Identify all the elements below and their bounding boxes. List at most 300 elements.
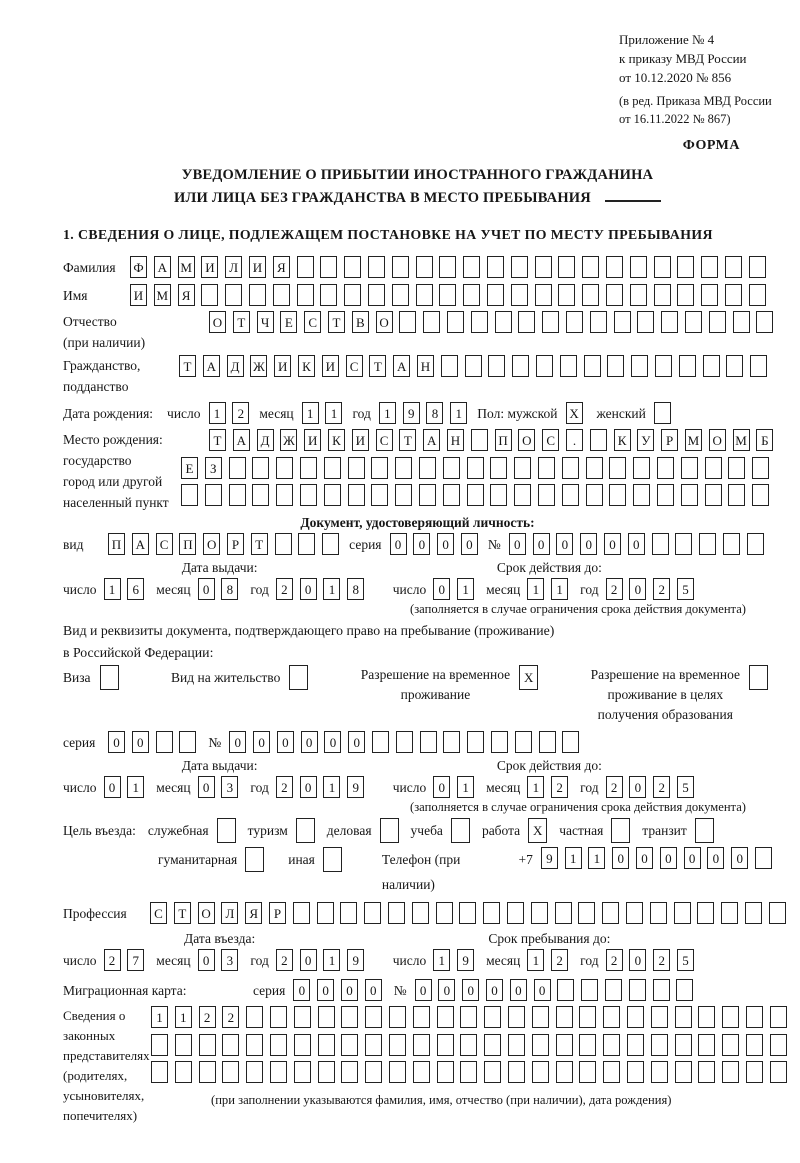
form-cell: 1 xyxy=(104,578,121,600)
form-cell xyxy=(586,457,603,479)
day-label: число xyxy=(63,582,97,597)
form-cell xyxy=(725,284,742,306)
form-cell: 1 xyxy=(433,949,450,971)
form-cell xyxy=(703,355,720,377)
form-cell: 2 xyxy=(653,776,670,798)
temp-residence-label-line1: Разрешение на временное xyxy=(360,667,511,682)
identity-doc-series-label: серия xyxy=(349,537,382,552)
patronymic-cells xyxy=(209,311,773,333)
form-cell xyxy=(467,457,484,479)
form-cell xyxy=(419,484,436,506)
form-cell xyxy=(556,1061,573,1083)
form-cell: 0 xyxy=(253,731,270,753)
form-cell xyxy=(614,311,631,333)
form-cell xyxy=(270,1061,287,1083)
form-cell xyxy=(657,457,674,479)
purpose-other-label: иная xyxy=(288,852,315,867)
form-cell: 2 xyxy=(232,402,249,424)
form-cell xyxy=(365,1034,382,1056)
form-cell: Т xyxy=(233,311,250,333)
temp-residence-option xyxy=(361,665,538,705)
form-cell: Р xyxy=(661,429,678,451)
form-cell xyxy=(289,665,308,690)
form-cell: 5 xyxy=(677,776,694,798)
purpose-option-humanitarian xyxy=(158,847,264,872)
sex-female-checkbox xyxy=(654,402,671,424)
form-cell: 0 xyxy=(413,533,430,555)
form-cell xyxy=(633,457,650,479)
residence-issue-group xyxy=(63,757,376,799)
form-cell xyxy=(579,1006,596,1028)
form-cell: 1 xyxy=(323,949,340,971)
form-cell xyxy=(770,1006,787,1028)
identity-valid-year-cells xyxy=(606,578,694,600)
form-cell: О xyxy=(198,902,215,924)
form-cell xyxy=(436,902,453,924)
purpose-study-checkbox xyxy=(451,818,470,843)
form-cell xyxy=(602,902,619,924)
representatives-label-line2: законных xyxy=(63,1028,116,1043)
form-cell xyxy=(728,484,745,506)
form-cell: Я xyxy=(178,284,195,306)
form-cell: М xyxy=(178,256,195,278)
form-cell xyxy=(348,484,365,506)
form-cell xyxy=(413,1034,430,1056)
form-cell xyxy=(769,902,786,924)
form-cell xyxy=(605,979,622,1001)
birthdate-day-cells xyxy=(209,402,250,424)
form-cell: 1 xyxy=(379,402,396,424)
representatives-row3-cells xyxy=(151,1061,787,1083)
identity-valid-day-cells xyxy=(433,578,474,600)
form-cell: 5 xyxy=(677,949,694,971)
form-cell: 2 xyxy=(276,949,293,971)
purpose-option-work xyxy=(482,818,547,843)
form-cell: А xyxy=(393,355,410,377)
residence-permit-option xyxy=(171,665,308,690)
form-cell xyxy=(175,1034,192,1056)
form-cell xyxy=(276,484,293,506)
form-cell xyxy=(681,484,698,506)
form-cell xyxy=(749,284,766,306)
year-label: год xyxy=(580,780,599,795)
form-cell xyxy=(252,484,269,506)
stay-until-head: Срок пребывания до: xyxy=(488,931,611,946)
form-cell: 1 xyxy=(457,776,474,798)
form-cell xyxy=(364,902,381,924)
form-cell: 0 xyxy=(534,979,551,1001)
form-cell: 0 xyxy=(229,731,246,753)
form-cell xyxy=(675,1061,692,1083)
form-cell xyxy=(560,355,577,377)
form-cell xyxy=(556,1006,573,1028)
form-cell: О xyxy=(209,311,226,333)
form-cell xyxy=(705,457,722,479)
form-cell xyxy=(675,1034,692,1056)
identity-issue-head: Дата выдачи: xyxy=(181,560,258,575)
form-cell: 3 xyxy=(221,949,238,971)
year-label: год xyxy=(250,780,269,795)
form-cell: 0 xyxy=(198,776,215,798)
name-label: Имя xyxy=(63,288,88,303)
form-cell: 0 xyxy=(533,533,550,555)
form-cell xyxy=(459,902,476,924)
form-cell xyxy=(217,818,236,843)
day-label: число xyxy=(392,582,427,597)
patronymic-row xyxy=(63,311,772,353)
form-cell xyxy=(395,484,412,506)
form-cell: 1 xyxy=(565,847,582,869)
form-cell: 0 xyxy=(437,533,454,555)
purpose-official-label: служебная xyxy=(147,823,209,838)
form-cell xyxy=(630,284,647,306)
entry-day-cells xyxy=(104,949,145,971)
form-cell xyxy=(463,284,480,306)
form-cell xyxy=(229,457,246,479)
form-cell xyxy=(542,311,559,333)
visa-checkbox xyxy=(100,665,119,690)
header-line-appendix: Приложение № 4 xyxy=(619,32,715,47)
purpose-transit-label: транзит xyxy=(642,823,687,838)
form-cell xyxy=(439,256,456,278)
identity-issue-group xyxy=(63,559,376,601)
form-cell: 2 xyxy=(606,949,623,971)
form-cell xyxy=(388,902,405,924)
form-cell xyxy=(199,1061,216,1083)
form-cell: А xyxy=(154,256,171,278)
residence-doc-series-row xyxy=(63,731,772,754)
form-cell xyxy=(627,1034,644,1056)
form-cell: 2 xyxy=(276,578,293,600)
purpose-option-business xyxy=(327,818,399,843)
day-label: число xyxy=(392,953,427,968)
identity-issue-day-cells xyxy=(104,578,145,600)
form-cell xyxy=(558,284,575,306)
form-cell: И xyxy=(130,284,147,306)
form-cell xyxy=(412,902,429,924)
patronymic-label-line1: Отчество xyxy=(63,314,117,329)
document-title-line2: ИЛИ ЛИЦА БЕЗ ГРАЖДАНСТВА В МЕСТО ПРЕБЫВАНИЯ xyxy=(174,190,591,206)
residence-issue-head: Дата выдачи: xyxy=(181,758,258,773)
surname-label: Фамилия xyxy=(63,260,116,275)
form-cell xyxy=(532,1061,549,1083)
form-cell: 9 xyxy=(457,949,474,971)
form-cell: 0 xyxy=(509,533,526,555)
purpose-other-checkbox xyxy=(323,847,342,872)
form-cell xyxy=(487,256,504,278)
form-cell: 8 xyxy=(347,578,364,600)
form-cell xyxy=(300,484,317,506)
birthdate-year-label: год xyxy=(352,406,371,421)
form-cell xyxy=(701,256,718,278)
form-cell: Т xyxy=(399,429,416,451)
form-cell xyxy=(270,1006,287,1028)
form-cell: X xyxy=(566,402,583,424)
form-cell: М xyxy=(733,429,750,451)
form-cell: 2 xyxy=(551,949,568,971)
migration-card-label: Миграционная карта: xyxy=(63,983,187,998)
form-cell xyxy=(606,284,623,306)
form-cell xyxy=(389,1034,406,1056)
form-cell: Ф xyxy=(130,256,147,278)
residence-doc-options xyxy=(63,665,772,725)
form-cell: 0 xyxy=(108,731,125,753)
form-cell: 2 xyxy=(199,1006,216,1028)
edu-residence-label-line1: Разрешение на временное xyxy=(590,667,740,682)
residence-issue-day-cells xyxy=(104,776,145,798)
form-cell xyxy=(721,902,738,924)
form-cell xyxy=(518,311,535,333)
form-cell xyxy=(413,1006,430,1028)
form-cell: 0 xyxy=(707,847,724,869)
phone-prefix: +7 xyxy=(518,852,533,867)
form-cell: 0 xyxy=(300,776,317,798)
form-cell: О xyxy=(203,533,220,555)
form-cell: 0 xyxy=(104,776,121,798)
form-cell xyxy=(675,533,692,555)
form-cell xyxy=(633,484,650,506)
form-cell: И xyxy=(352,429,369,451)
form-cell xyxy=(483,902,500,924)
form-cell xyxy=(451,818,470,843)
form-cell: 8 xyxy=(426,402,443,424)
form-cell xyxy=(722,1006,739,1028)
residence-issue-month-cells xyxy=(198,776,239,798)
form-cell xyxy=(371,484,388,506)
form-cell xyxy=(205,484,222,506)
residence-doc-intro-line1: Вид и реквизиты документа, подтверждающего право на пребывание (проживание) xyxy=(63,623,555,638)
form-cell: 0 xyxy=(293,979,310,1001)
form-cell: 0 xyxy=(300,578,317,600)
form-cell xyxy=(389,1061,406,1083)
form-cell: 0 xyxy=(629,578,646,600)
form-cell xyxy=(590,429,607,451)
form-cell: П xyxy=(179,533,196,555)
form-cell xyxy=(441,355,458,377)
form-cell xyxy=(657,484,674,506)
form-cell xyxy=(246,1061,263,1083)
representatives-row2-cells xyxy=(151,1034,787,1056)
residence-permit-checkbox xyxy=(289,665,308,690)
form-cell: 2 xyxy=(653,578,670,600)
form-cell xyxy=(252,457,269,479)
form-cell: 1 xyxy=(209,402,226,424)
form-cell: 5 xyxy=(677,578,694,600)
residence-permit-label: Вид на жительство xyxy=(171,670,281,685)
form-cell xyxy=(584,355,601,377)
form-cell xyxy=(340,902,357,924)
form-cell xyxy=(323,847,342,872)
form-cell: М xyxy=(685,429,702,451)
form-cell xyxy=(681,457,698,479)
form-cell: 0 xyxy=(660,847,677,869)
form-cell xyxy=(293,902,310,924)
birthdate-month-label: месяц xyxy=(259,406,294,421)
form-cell xyxy=(538,484,555,506)
form-cell: 0 xyxy=(438,979,455,1001)
form-cell: 2 xyxy=(606,578,623,600)
residence-doc-series-cells xyxy=(108,731,196,753)
form-cell xyxy=(627,1006,644,1028)
form-cell: 0 xyxy=(365,979,382,1001)
residence-valid-month-cells xyxy=(527,776,568,798)
profession-row xyxy=(63,902,772,925)
form-cell xyxy=(420,731,437,753)
form-cell xyxy=(511,284,528,306)
form-cell xyxy=(508,1034,525,1056)
form-cell: 0 xyxy=(348,731,365,753)
representatives-label-line6: попечителях) xyxy=(63,1108,138,1123)
form-cell: Т xyxy=(179,355,196,377)
form-cell: 1 xyxy=(175,1006,192,1028)
form-cell xyxy=(368,256,385,278)
entry-date-head: Дата въезда: xyxy=(184,931,256,946)
representatives-row1-cells xyxy=(151,1006,787,1028)
form-cell xyxy=(653,979,670,1001)
form-cell xyxy=(320,284,337,306)
form-cell xyxy=(294,1034,311,1056)
residence-valid-group xyxy=(393,757,706,799)
birthplace-row1-cells xyxy=(209,429,773,451)
form-cell: Я xyxy=(245,902,262,924)
form-cell: 0 xyxy=(556,533,573,555)
form-cell xyxy=(246,1006,263,1028)
form-cell xyxy=(514,484,531,506)
identity-doc-type-label: вид xyxy=(63,537,84,552)
form-cell xyxy=(511,256,528,278)
form-cell: 0 xyxy=(341,979,358,1001)
visa-option xyxy=(63,665,119,690)
migration-card-number-cells xyxy=(415,979,694,1001)
form-cell: Т xyxy=(328,311,345,333)
form-cell: Е xyxy=(181,457,198,479)
form-cell xyxy=(726,355,743,377)
form-cell xyxy=(437,1006,454,1028)
residence-validity-note: (заполняется в случае ограничения срока действия документа) xyxy=(410,800,746,814)
form-cell xyxy=(652,533,669,555)
form-cell xyxy=(756,311,773,333)
temp-residence-checkbox xyxy=(519,665,538,690)
title-blank-underline xyxy=(605,186,661,202)
form-cell xyxy=(562,731,579,753)
representatives-label-line1: Сведения о xyxy=(63,1008,126,1023)
form-cell: А xyxy=(233,429,250,451)
purpose-transit-checkbox xyxy=(695,818,714,843)
form-cell xyxy=(399,311,416,333)
form-cell xyxy=(416,284,433,306)
representatives-labels xyxy=(63,1006,151,1126)
form-cell xyxy=(341,1034,358,1056)
form-cell: 0 xyxy=(486,979,503,1001)
form-cell: С xyxy=(346,355,363,377)
form-cell xyxy=(515,731,532,753)
form-cell xyxy=(722,1034,739,1056)
patronymic-label xyxy=(63,311,209,353)
form-cell xyxy=(705,484,722,506)
entry-date-group xyxy=(63,930,376,972)
identity-doc-heading: Документ, удостоверяющий личность: xyxy=(300,515,535,530)
form-cell xyxy=(582,256,599,278)
citizenship-cells xyxy=(179,355,767,377)
form-cell: Л xyxy=(221,902,238,924)
identity-issue-month-cells xyxy=(198,578,239,600)
form-cell xyxy=(746,1034,763,1056)
form-cell xyxy=(460,1034,477,1056)
form-cell xyxy=(532,1006,549,1028)
form-cell xyxy=(725,256,742,278)
header-line-edition-date: от 16.11.2022 № 867) xyxy=(619,112,731,126)
form-cell xyxy=(380,818,399,843)
form-cell xyxy=(372,731,389,753)
migration-card-number-label: № xyxy=(393,983,407,998)
form-cell: 0 xyxy=(277,731,294,753)
form-cell: Н xyxy=(447,429,464,451)
residence-doc-series-label: серия xyxy=(63,735,96,750)
form-cell xyxy=(695,818,714,843)
form-cell xyxy=(627,1061,644,1083)
form-cell xyxy=(484,1006,501,1028)
form-cell xyxy=(749,256,766,278)
form-cell xyxy=(555,902,572,924)
form-cell xyxy=(463,256,480,278)
form-cell xyxy=(471,429,488,451)
purpose-option-study xyxy=(411,818,470,843)
form-cell xyxy=(679,355,696,377)
form-cell xyxy=(348,457,365,479)
form-cell xyxy=(488,355,505,377)
entry-year-cells xyxy=(276,949,364,971)
form-cell xyxy=(447,311,464,333)
form-cell xyxy=(586,484,603,506)
form-cell: И xyxy=(304,429,321,451)
form-cell xyxy=(318,1061,335,1083)
form-cell: С xyxy=(150,902,167,924)
section1-heading: 1. СВЕДЕНИЯ О ЛИЦЕ, ПОДЛЕЖАЩЕМ ПОСТАНОВКЕ НА УЧЕТ ПО МЕСТУ ПРЕБЫВАНИЯ xyxy=(63,227,713,242)
identity-valid-month-cells xyxy=(527,578,568,600)
form-cell: 0 xyxy=(390,533,407,555)
migration-card-row xyxy=(63,979,772,1002)
form-cell: Ж xyxy=(250,355,267,377)
form-cell xyxy=(651,1006,668,1028)
form-cell: Д xyxy=(227,355,244,377)
form-cell: 0 xyxy=(301,731,318,753)
form-cell: 1 xyxy=(527,776,544,798)
document-title-line1: УВЕДОМЛЕНИЕ О ПРИБЫТИИ ИНОСТРАННОГО ГРАЖДАНИНА xyxy=(181,167,654,183)
form-cell xyxy=(562,484,579,506)
form-cell xyxy=(368,284,385,306)
form-cell xyxy=(579,1061,596,1083)
form-cell xyxy=(535,256,552,278)
header-line-order: к приказу МВД России xyxy=(619,51,747,66)
form-cell: 0 xyxy=(317,979,334,1001)
form-cell xyxy=(709,311,726,333)
residence-doc-intro xyxy=(63,620,772,664)
representatives-label-line3: представителях xyxy=(63,1048,150,1063)
form-cell xyxy=(611,818,630,843)
header-reference-block xyxy=(619,30,772,128)
form-cell: С xyxy=(542,429,559,451)
form-cell xyxy=(324,457,341,479)
residence-valid-head: Срок действия до: xyxy=(496,758,602,773)
form-cell: 0 xyxy=(132,731,149,753)
form-label: ФОРМА xyxy=(682,138,740,153)
form-cell xyxy=(296,818,315,843)
purpose-work-label: работа xyxy=(481,823,521,838)
form-cell: Т xyxy=(209,429,226,451)
form-cell xyxy=(626,902,643,924)
form-cell: С xyxy=(376,429,393,451)
form-cell: 1 xyxy=(151,1006,168,1028)
